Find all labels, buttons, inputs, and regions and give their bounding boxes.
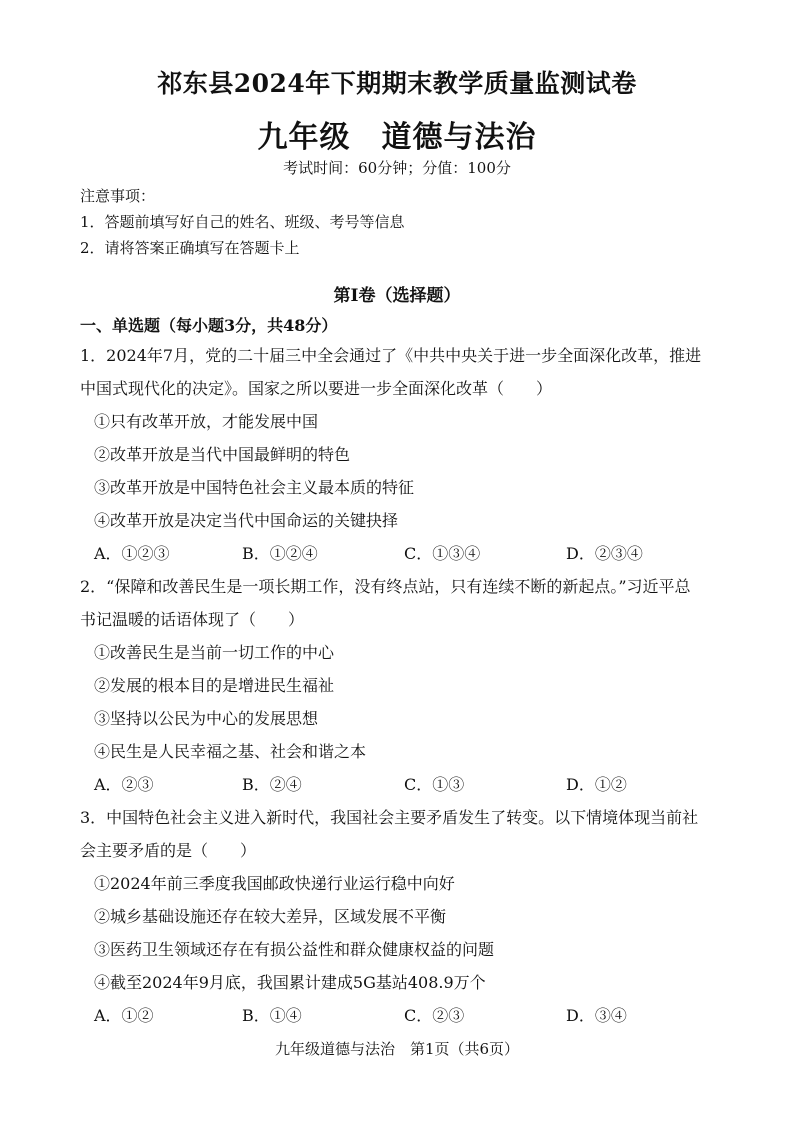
statement-option: ③医药卫生领域还存在有损公益性和群众健康权益的问题 (94, 940, 495, 959)
statement-option: ③改革开放是中国特色社会主义最本质的特征 (94, 478, 415, 497)
notes-heading: 注意事项： (80, 187, 156, 205)
question-stem-line: 3．中国特色社会主义进入新时代，我国社会主要矛盾发生了转变。以下情境体现当前社 (80, 808, 699, 827)
choice-a: A．①②③ (94, 544, 170, 563)
choice-d: D．①② (566, 775, 627, 794)
statement-option: ②城乡基础设施还存在较大差异，区域发展不平衡 (94, 907, 447, 926)
choice-d: D．②③④ (566, 544, 643, 563)
choice-c: C．②③ (404, 1006, 465, 1025)
notes-item: 2．请将答案正确填写在答题卡上 (80, 239, 300, 257)
question-stem-line: 书记温暖的话语体现了（ ） (80, 610, 305, 629)
answer-choices (80, 537, 720, 570)
choice-d: D．③④ (566, 1006, 627, 1025)
question-3 (80, 801, 720, 1032)
question-1 (80, 339, 720, 570)
page-footer: 九年级道德与法治 第1页（共6页） (274, 1040, 520, 1058)
statement-option: ④改革开放是决定当代中国命运的关键抉择 (94, 511, 399, 530)
question-stem-line: 2．“保障和改善民生是一项长期工作，没有终点站，只有连续不断的新起点。”习近平总 (80, 577, 691, 596)
answer-choices (80, 768, 720, 801)
choice-b: B．②④ (242, 775, 302, 794)
choice-b: B．①④ (242, 1006, 302, 1025)
choice-c: C．①③ (404, 775, 465, 794)
question-2 (80, 570, 720, 801)
choice-a: A．②③ (94, 775, 154, 794)
statement-option: ④民生是人民幸福之基、社会和谐之本 (94, 742, 367, 761)
choice-a: A．①② (94, 1006, 154, 1025)
statement-option: ①改善民生是当前一切工作的中心 (94, 643, 335, 662)
exam-subtitle: 九年级 道德与法治 (257, 120, 537, 155)
statement-option: ②改革开放是当代中国最鲜明的特色 (94, 445, 351, 464)
notes (80, 183, 405, 261)
question-stem-line: 会主要矛盾的是（ ） (80, 841, 257, 860)
section-title: 一、单选题（每小题3分，共48分） (80, 316, 338, 335)
exam-info: 考试时间：60分钟；分值：100分 (283, 159, 511, 177)
choice-c: C．①③④ (404, 544, 481, 563)
statement-option: ②发展的根本目的是增进民生福祉 (94, 676, 335, 695)
statement-option: ④截至2024年9月底，我国累计建成5G基站408.9万个 (94, 973, 486, 992)
volume-title: 第Ⅰ卷（选择题） (333, 286, 461, 306)
question-stem-line: 中国式现代化的决定》。国家之所以要进一步全面深化改革（ ） (80, 379, 553, 398)
notes-item: 1．答题前填写好自己的姓名、班级、考号等信息 (80, 213, 405, 231)
statement-option: ③坚持以公民为中心的发展思想 (94, 709, 319, 728)
question-stem-line: 1．2024年7月，党的二十届三中全会通过了《中共中央关于进一步全面深化改革，推进 (80, 346, 702, 365)
choice-b: B．①②④ (242, 544, 318, 563)
exam-title: 祁东县2024年下期期末教学质量监测试卷 (157, 69, 637, 98)
statement-option: ①只有改革开放，才能发展中国 (94, 412, 319, 431)
statement-option: ①2024年前三季度我国邮政快递行业运行稳中向好 (94, 874, 455, 893)
answer-choices (80, 999, 720, 1032)
